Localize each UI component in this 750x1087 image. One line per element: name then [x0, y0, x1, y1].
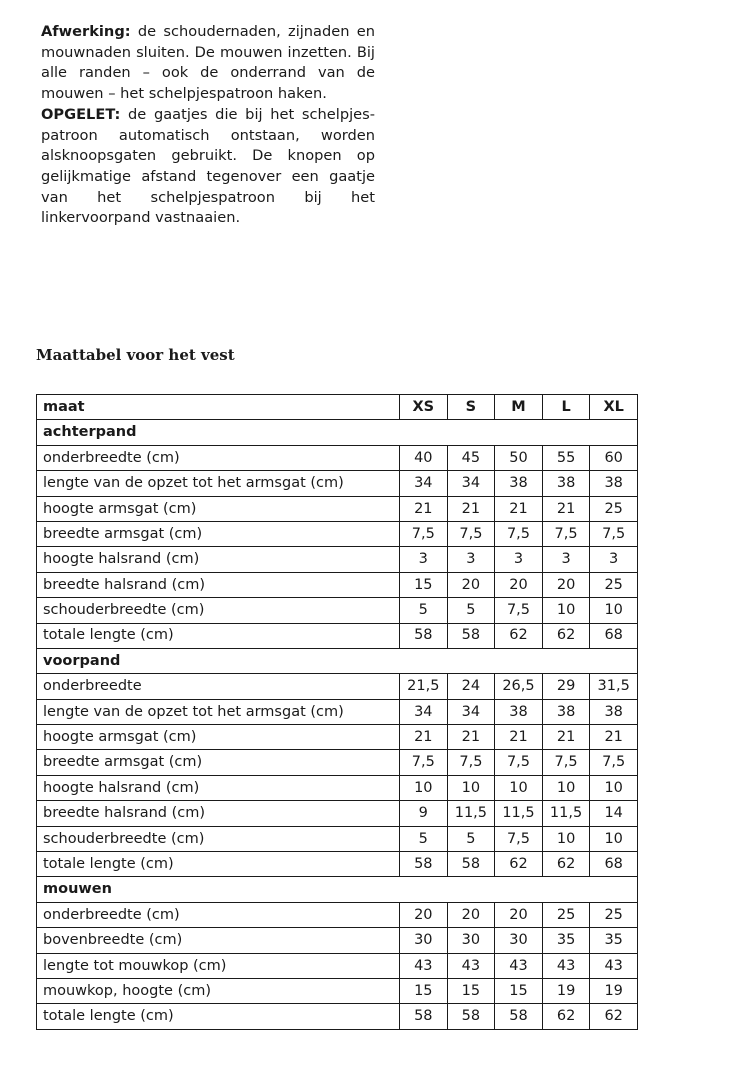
note-text: de gaatjes die bij het schelpjespatroon automatisch ontstaan, worden alsknoopsgaten gebruikt. De knopen op gelijkmatige afstand tegenover een gaatje van het schelpjespatroon bij het linkervoorpand vastnaaien.: [41, 105, 375, 227]
table-cell: 7,5: [542, 750, 590, 775]
table-body: [37, 420, 638, 1029]
table-cell: 3: [400, 547, 448, 572]
table-cell: 19: [590, 978, 638, 1003]
table-row: [37, 445, 638, 470]
finishing-text: de schoudernaden, zijnaden en mouwnaden sluiten. De mouwen inzetten. Bij alle randen – ook de onderrand van de mouwen – het schelpjespatroon haken.: [41, 23, 375, 103]
table-cell: 7,5: [495, 826, 543, 851]
table-cell: 58: [447, 1004, 495, 1029]
table-row: [37, 978, 638, 1003]
table-cell: 5: [447, 598, 495, 623]
table-row: [37, 572, 638, 597]
table-cell: 20: [542, 572, 590, 597]
table-row: [37, 725, 638, 750]
table-cell: 38: [542, 471, 590, 496]
table-cell: 10: [590, 826, 638, 851]
section-heading: voorpand: [37, 648, 638, 673]
table-cell: 45: [447, 445, 495, 470]
table-cell: 7,5: [400, 750, 448, 775]
table-cell: 35: [542, 928, 590, 953]
table-cell: 21: [495, 496, 543, 521]
table-cell: 7,5: [495, 521, 543, 546]
table-cell: 58: [447, 623, 495, 648]
table-cell: 10: [400, 775, 448, 800]
table-cell: 7,5: [447, 521, 495, 546]
note-lead: OPGELET:: [41, 105, 121, 123]
table-cell: 62: [542, 1004, 590, 1029]
table-cell: 10: [542, 775, 590, 800]
table-cell: 21: [542, 496, 590, 521]
table-cell: 43: [495, 953, 543, 978]
table-cell: 15: [400, 572, 448, 597]
table-cell: 43: [590, 953, 638, 978]
table-cell: 3: [590, 547, 638, 572]
row-label: totale lengte (cm): [37, 623, 400, 648]
row-label: onderbreedte: [37, 674, 400, 699]
row-label: hoogte armsgat (cm): [37, 725, 400, 750]
table-cell: 20: [447, 572, 495, 597]
table-cell: 21: [447, 725, 495, 750]
table-cell: 9: [400, 801, 448, 826]
table-cell: 20: [447, 902, 495, 927]
section-row: [37, 420, 638, 445]
table-cell: 15: [447, 978, 495, 1003]
table-row: [37, 826, 638, 851]
table-cell: 11,5: [542, 801, 590, 826]
table-cell: 21: [400, 725, 448, 750]
table-cell: 38: [495, 471, 543, 496]
table-cell: 10: [590, 775, 638, 800]
table-cell: 34: [447, 471, 495, 496]
table-cell: 7,5: [495, 598, 543, 623]
table-cell: 35: [590, 928, 638, 953]
table-cell: 34: [400, 471, 448, 496]
table-row: [37, 1004, 638, 1029]
table-row: [37, 953, 638, 978]
table-row: [37, 852, 638, 877]
table-cell: 60: [590, 445, 638, 470]
row-label: totale lengte (cm): [37, 1004, 400, 1029]
row-label: lengte van de opzet tot het armsgat (cm): [37, 699, 400, 724]
finishing-paragraph: [41, 22, 375, 105]
table-cell: 7,5: [495, 750, 543, 775]
table-cell: 34: [400, 699, 448, 724]
table-title: Maattabel voor het vest: [36, 346, 235, 364]
table-cell: 58: [400, 623, 448, 648]
table-cell: 11,5: [447, 801, 495, 826]
table-cell: 50: [495, 445, 543, 470]
table-row: [37, 902, 638, 927]
table-cell: 3: [447, 547, 495, 572]
size-header-s: S: [447, 395, 495, 420]
table-cell: 10: [542, 598, 590, 623]
table-cell: 19: [542, 978, 590, 1003]
table-row: [37, 471, 638, 496]
size-header-xs: XS: [400, 395, 448, 420]
size-header-l: L: [542, 395, 590, 420]
row-label: breedte halsrand (cm): [37, 572, 400, 597]
table-cell: 62: [590, 1004, 638, 1029]
table-cell: 30: [400, 928, 448, 953]
table-cell: 21: [542, 725, 590, 750]
note-paragraph: [41, 105, 375, 229]
table-cell: 40: [400, 445, 448, 470]
size-table: [36, 394, 638, 1030]
table-cell: 10: [590, 598, 638, 623]
row-label: lengte van de opzet tot het armsgat (cm): [37, 471, 400, 496]
row-label: lengte tot mouwkop (cm): [37, 953, 400, 978]
table-row: [37, 928, 638, 953]
table-cell: 11,5: [495, 801, 543, 826]
table-cell: 7,5: [400, 521, 448, 546]
table-cell: 25: [590, 902, 638, 927]
table-cell: 7,5: [542, 521, 590, 546]
table-cell: 5: [447, 826, 495, 851]
table-cell: 68: [590, 623, 638, 648]
table-cell: 38: [590, 699, 638, 724]
table-cell: 58: [400, 852, 448, 877]
table-cell: 3: [495, 547, 543, 572]
table-cell: 25: [542, 902, 590, 927]
table-row: [37, 496, 638, 521]
section-heading: mouwen: [37, 877, 638, 902]
table-cell: 30: [447, 928, 495, 953]
table-cell: 38: [542, 699, 590, 724]
table-cell: 34: [447, 699, 495, 724]
instructions-text: [41, 22, 375, 229]
section-heading: achterpand: [37, 420, 638, 445]
table-cell: 24: [447, 674, 495, 699]
table-cell: 21: [495, 725, 543, 750]
table-row: [37, 775, 638, 800]
table-cell: 31,5: [590, 674, 638, 699]
section-row: [37, 877, 638, 902]
table-row: [37, 801, 638, 826]
table-cell: 10: [495, 775, 543, 800]
table-cell: 58: [495, 1004, 543, 1029]
header-row: [37, 395, 638, 420]
table-cell: 5: [400, 598, 448, 623]
row-label: hoogte halsrand (cm): [37, 547, 400, 572]
table-cell: 25: [590, 572, 638, 597]
table-cell: 29: [542, 674, 590, 699]
table-cell: 14: [590, 801, 638, 826]
table-cell: 62: [542, 852, 590, 877]
table-cell: 38: [495, 699, 543, 724]
row-label: schouderbreedte (cm): [37, 826, 400, 851]
table-row: [37, 623, 638, 648]
row-label: onderbreedte (cm): [37, 902, 400, 927]
row-label: bovenbreedte (cm): [37, 928, 400, 953]
row-label: totale lengte (cm): [37, 852, 400, 877]
row-label: breedte halsrand (cm): [37, 801, 400, 826]
table-cell: 25: [590, 496, 638, 521]
table-cell: 3: [542, 547, 590, 572]
table-cell: 15: [400, 978, 448, 1003]
table-cell: 10: [447, 775, 495, 800]
table-row: [37, 547, 638, 572]
finishing-lead: Afwerking:: [41, 23, 131, 40]
table-cell: 21,5: [400, 674, 448, 699]
section-row: [37, 648, 638, 673]
table-cell: 43: [400, 953, 448, 978]
row-label: schouderbreedte (cm): [37, 598, 400, 623]
size-header-xl: XL: [590, 395, 638, 420]
table-cell: 30: [495, 928, 543, 953]
table-cell: 55: [542, 445, 590, 470]
table-cell: 58: [400, 1004, 448, 1029]
table-cell: 43: [542, 953, 590, 978]
row-label: hoogte armsgat (cm): [37, 496, 400, 521]
size-header-m: M: [495, 395, 543, 420]
table-cell: 7,5: [590, 750, 638, 775]
row-label: onderbreedte (cm): [37, 445, 400, 470]
table-row: [37, 674, 638, 699]
table-row: [37, 699, 638, 724]
table-cell: 5: [400, 826, 448, 851]
row-label: mouwkop, hoogte (cm): [37, 978, 400, 1003]
table-cell: 7,5: [590, 521, 638, 546]
table-cell: 20: [495, 572, 543, 597]
table-cell: 62: [542, 623, 590, 648]
table-cell: 20: [400, 902, 448, 927]
table-cell: 58: [447, 852, 495, 877]
table-cell: 21: [590, 725, 638, 750]
table-cell: 21: [400, 496, 448, 521]
table-cell: 7,5: [447, 750, 495, 775]
table-cell: 26,5: [495, 674, 543, 699]
row-label: breedte armsgat (cm): [37, 521, 400, 546]
table-row: [37, 521, 638, 546]
row-label: hoogte halsrand (cm): [37, 775, 400, 800]
table-cell: 43: [447, 953, 495, 978]
header-label: maat: [37, 395, 400, 420]
table-cell: 20: [495, 902, 543, 927]
table-cell: 68: [590, 852, 638, 877]
table-cell: 62: [495, 623, 543, 648]
table-cell: 38: [590, 471, 638, 496]
table-row: [37, 750, 638, 775]
table-cell: 21: [447, 496, 495, 521]
table-row: [37, 598, 638, 623]
row-label: breedte armsgat (cm): [37, 750, 400, 775]
table-cell: 15: [495, 978, 543, 1003]
table-cell: 10: [542, 826, 590, 851]
table-cell: 62: [495, 852, 543, 877]
